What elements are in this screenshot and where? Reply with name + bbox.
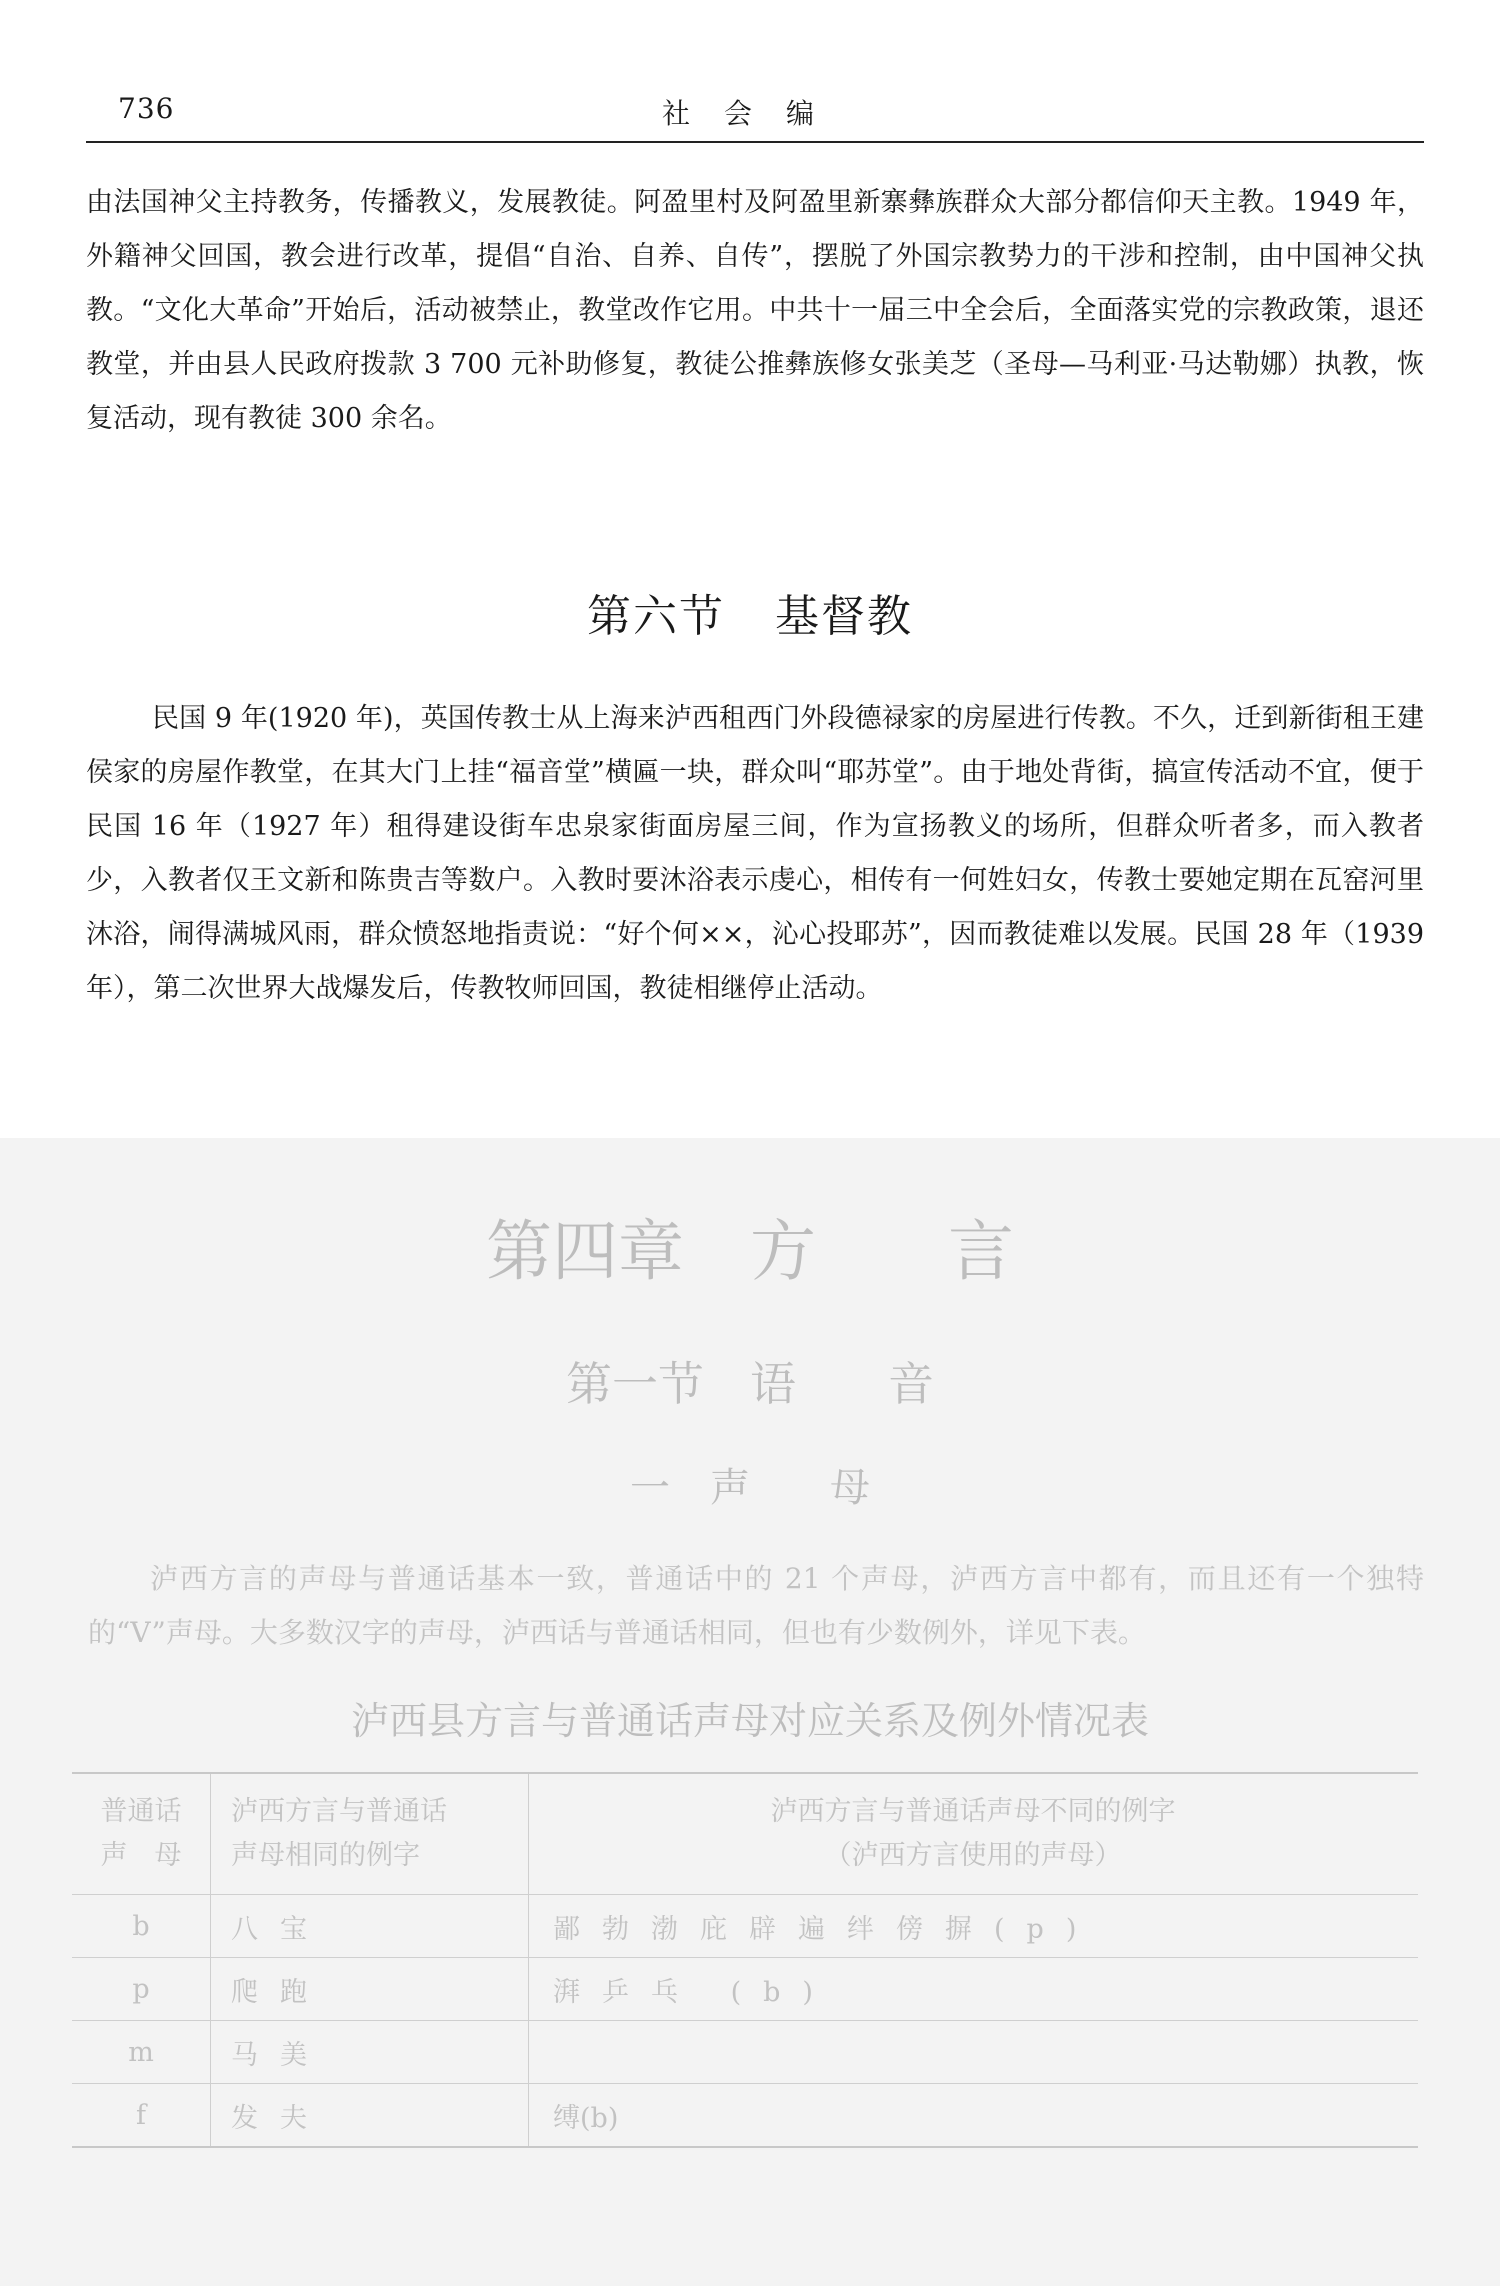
header-different-examples [529,1773,1419,1895]
table-row [72,1895,1418,1958]
cell-initial: b [72,1895,211,1958]
cell-initial: f [72,2084,211,2148]
table-row [72,1958,1418,2021]
paragraph-initials: 泸西方言的声母与普通话基本一致，普通话中的 21 个声母，泸西方言中都有，而且还有一个独特的“V”声母。大多数汉字的声母，泸西话与普通话相同，但也有少数例外，详见下表。 [88,1562,1424,1649]
section-title-phonetics: 第一节 语 音 [566,1357,934,1411]
paragraph-christianity: 民国 9 年(1920 年)，英国传教士从上海来泸西租西门外段德禄家的房屋进行传教。不久，迁到新街租王建侯家的房屋作教堂，在其大门上挂“福音堂”横匾一块，群众叫“耶苏堂”。由于地处背街，搞宣传活动不宜，便于民国 16 年（1927 年）租得建设街车忠泉家街面房屋三间，作为宣扬教义的场所，但群众听者多，而入教者少，入教者仅王文新和陈贵吉等数户。入教时要沐浴表示虔心，相传有一何姓妇女，传教士要她定期在瓦窑河里沐浴，闹得满城风雨，群众愤怒地指责说：“好个何××，沁心投耶苏”，因而教徒难以发展。民国 28 年（1939 年），第二次世界大战爆发后，传教牧师回国，教徒相继停止活动。 [86,703,1424,1004]
cell-same: 八宝 [211,1895,529,1958]
table-header-row [72,1773,1418,1895]
chapter-title: 第四章 方 言 [486,1213,1014,1290]
cell-different: 缚(b) [529,2084,1419,2148]
header-text: （泸西方言使用的声母） [824,1840,1122,1871]
header-same-examples [211,1773,529,1895]
section-title-christianity [0,580,1500,644]
cell-different [529,2021,1419,2084]
section-name: 基督教 [775,591,913,642]
cell-same: 马美 [211,2021,529,2084]
header-text: 普通话 [100,1796,182,1827]
page-header [88,92,1422,140]
faded-next-page-preview [0,1138,1500,2286]
cell-initial: p [72,1958,211,2021]
header-putonghua-initial [72,1773,211,1895]
header-text: 声 母 [100,1840,182,1871]
cell-same: 发夫 [211,2084,529,2148]
initials-comparison-table [72,1772,1418,2148]
page-number: 736 [118,92,175,125]
section-number: 第六节 [587,591,725,642]
table-title: 泸西县方言与普通话声母对应关系及例外情况表 [350,1699,1149,1743]
header-text: 泸西方言与普通话 [231,1796,447,1827]
running-title: 社会编 [661,97,848,130]
subsection-title-initials: 一 声 母 [630,1465,870,1511]
header-text: 泸西方言与普通话声母不同的例字 [770,1796,1176,1827]
paragraph-catholic-continued: 由法国神父主持教务，传播教义，发展教徒。阿盈里村及阿盈里新寨彝族群众大部分都信仰天主教。1949 年，外籍神父回国，教会进行改革，提倡“自治、自养、自传”，摆脱了外国宗教势力的干涉和控制，由中国神父执教。“文化大革命”开始后，活动被禁止，教堂改作它用。中共十一届三中全会后，全面落实党的宗教政策，退还教堂，并由县人民政府拨款 3 700 元补助修复，教徒公推彝族修女张美芝（圣母—马利亚·马达勒娜）执教，恢复活动，现有教徒 300 余名。 [86,187,1424,434]
header-text: 声母相同的例字 [231,1840,420,1871]
table-row [72,2084,1418,2148]
table-row [72,2021,1418,2084]
cell-initial: m [72,2021,211,2084]
cell-different: 鄙勃渤庇辟遍绊傍摒(p) [529,1895,1419,1958]
header-rule [86,141,1424,143]
cell-different: 湃乒乓 (b) [529,1958,1419,2021]
cell-same: 爬跑 [211,1958,529,2021]
